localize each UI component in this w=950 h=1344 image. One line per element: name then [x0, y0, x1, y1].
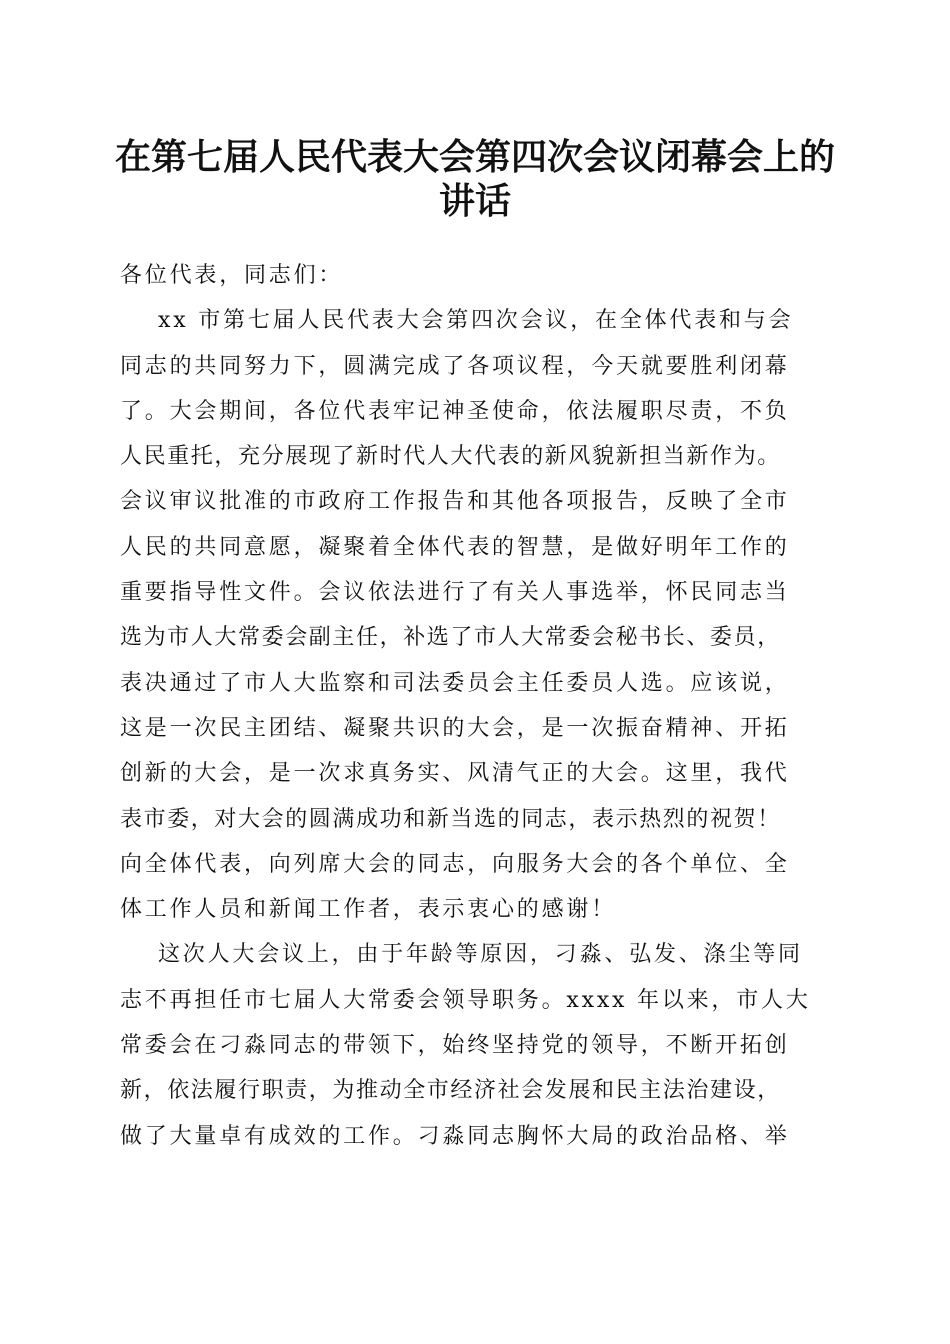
paragraph-line: 表决通过了市人大监察和司法委员会主任委员人选。应该说， — [120, 670, 790, 696]
paragraph-line: 选为市人大常委会副主任，补选了市人大常委会秘书长、委员， — [120, 625, 781, 651]
paragraph-line: 这是一次民主团结、凝聚共识的大会，是一次振奋精神、开拓 — [120, 715, 790, 741]
paragraph-line: 体工作人员和新闻工作者，表示衷心的感谢！ — [120, 897, 617, 923]
title-line-2: 讲话 — [438, 180, 511, 222]
paragraph-line: 人民的共同意愿，凝聚着全体代表的智慧，是做好明年工作的 — [120, 534, 790, 560]
paragraph-line: 志不再担任市七届人大常委会领导职务。xxxx 年以来，市人大 — [120, 987, 811, 1013]
paragraph-line: 同志的共同努力下，圆满完成了各项议程，今天就要胜利闭幕 — [120, 353, 790, 379]
paragraph-line: 表市委，对大会的圆满成功和新当选的同志，表示热烈的祝贺！ — [120, 806, 781, 832]
document-body — [120, 253, 840, 1159]
paragraph-line: 做了大量卓有成效的工作。刁淼同志胸怀大局的政治品格、举 — [120, 1123, 790, 1149]
paragraph-line: 了。大会期间，各位代表牢记神圣使命，依法履职尽责，不负 — [120, 398, 790, 424]
paragraph-line: 常委会在刁淼同志的带领下，始终坚持党的领导，不断开拓创 — [120, 1033, 790, 1059]
paragraph-line: 这次人大会议上，由于年龄等原因，刁淼、弘发、涤尘等同 — [158, 942, 803, 968]
paragraph-line: 会议审议批准的市政府工作报告和其他各项报告，反映了全市 — [120, 489, 790, 515]
paragraph-line: 重要指导性文件。会议依法进行了有关人事选举，怀民同志当 — [120, 580, 790, 606]
paragraph-line: 新，依法履行职责，为推动全市经济社会发展和民主法治建设， — [120, 1078, 781, 1104]
paragraph-line: 人民重托，充分展现了新时代人大代表的新风貌新担当新作为。 — [120, 444, 781, 470]
paragraph-line: xx 市第七届人民代表大会第四次会议，在全体代表和与会 — [158, 308, 794, 334]
document-title — [100, 135, 850, 223]
paragraph-line: 创新的大会，是一次求真务实、风清气正的大会。这里，我代 — [120, 761, 790, 787]
title-line-1: 在第七届人民代表大会第四次会议闭幕会上的 — [114, 136, 835, 178]
paragraph-line: 向全体代表，向列席大会的同志，向服务大会的各个单位、全 — [120, 851, 790, 877]
salutation: 各位代表，同志们： — [120, 263, 344, 288]
